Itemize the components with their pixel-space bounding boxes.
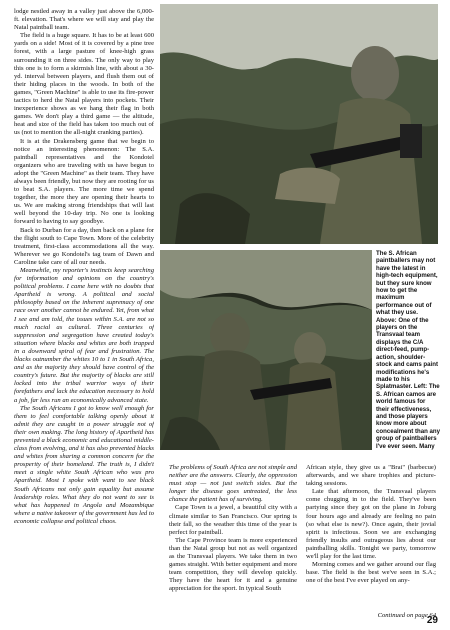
paragraph: The Cape Province team is more experienced than the Natal group but not as well organized as the Transvaal players. We take them in two games straight. With better equipment and more team competition, they will develop quickly. They have the heart for it and a genuine appreciation for the sport. In typical South [169,536,297,593]
article-column-bottom-left [169,464,297,620]
paragraph: The South Africans I got to know well enough for them to feel comfortable talking openly about it admit they are caught in a power struggle not of their own making. The long history of Apartheid has prevented a black economic and educational middle-class from evolving, and it has also prevented blacks and whites from sharing a common concern for the prosperity of their homeland. The truth is, I didn't meet a single white South African who was pro Apartheid. Most I spoke with want to see black South Africans not only gain equality but assume leadership roles. What they do not want to see is what has happened in Angola and Mozambique where a native takeover of the government has led to economic collapse and political chaos. [14,404,154,525]
paragraph: Back to Durban for a day, then back on a plane for the flight south to Cape Town. More of the celebrity treatment, first-class accommodations all the way. Wherever we go Kondotel's tag team of Dawn and Caroline take care of all our needs. [14,226,154,266]
photo-mid-illustration [160,250,372,450]
paragraph: Late that afternoon, the Transvaal players come chugging in to the field. They've been partying since they got on the plane in Joburg four hours ago and already are feeling no pain (so what else is new?). Once again, their jovial spirit is infectious. Soon we are exchanging friendly insults and outrageous lies about our paintballing skills. Tonight we party, tomorrow we'll play for the last time. [306,488,436,561]
photo-top-illustration [160,4,438,244]
paragraph: lodge nestled away in a valley just above the 6,000-ft. elevation. That's where we will stay and play the Natal paintball team. [14,8,154,32]
photo-caption: The S. African paintballers may not have the latest in high-tech equipment, but they sure know how to get the maximum performance out of what they use. Above: One of the players on the Transvaal team displays the C/A direct-feed, pump-action, shoulder-stock and cams paint modifications he's made to his Splatmaster. Left: The S. African camos are world famous for their effectiveness, and those players know more about concealment than any group of paintballers I've ever seen. Many [376,250,440,450]
paragraph: Morning comes and we gather around our flag base. The field is the best we've seen in S.A.; one of the best I've ever played on any- [306,561,436,585]
page-number: 29 [426,615,438,626]
paragraph: The field is a huge square. It has to be at least 600 yards on a side! Most of it is covered by a pine tree forest, with a large pasture of knee-high grass surrounding it on three sides. The only way to play this one is to form a skirmish line, with about a 30-yd. interval between players, and flush them out of their hiding places in the woods. In both of the games, "Green Machine" is able to use its fire-power tactics to herd the Natal players into pockets. Their inexperience shows as we hang their flag in both games. We don't play a third game — the altitude, heat and size of the field has taken too much out of us (not to mention the all-night cranking parties). [14,32,154,137]
paragraph: Meanwhile, my reporter's instincts keep searching for information and opinions on the country's political problems. I came here with no doubts that Apartheid is wrong. A political and social philosophy based on the inherent supremacy of one race over another cannot be endured. Yet, from what I see and am told, the issues within S.A. are not so much racial as cultural. Three centuries of suppression and segregation have created today's situation where blacks and whites are both trapped in a downward spiral of fear and frustration. The blacks outnumber the whites 10 to 1 in South Africa, and as the majority they should have control of the country's future. But the majority of blacks are still locked into the tribal warrior ways of their forefathers and lack the education necessary to hold a job, far less run an economically advanced state. [14,267,154,404]
paragraph: African style, they give us a "Brai" (barbecue) afterwards, and we share trophies and picture-taking sessions. [306,464,436,488]
paragraph: It is at the Drakensberg game that we begin to notice an interesting phenomenon: The S.A. paintball representatives and the Kondotel organizers who are traveling with us have begun to adopt the "Green Machine" as their team. They have always been friendly, but now they are rooting for us to beat S.A. players. The more time we spend together, the more they are opening their hearts to us. We are making strong friendships that will last well beyond the 10-day trip. No one is looking forward to having to say goodbye. [14,137,154,226]
paragraph: The problems of South Africa are not simple and neither are the answers. Clearly, the oppression must stop — not just switch sides. But the longer the disease goes untreated, the less chance the patient has of surviving. [169,464,297,504]
paragraph: Cape Town is a jewel, a beautiful city with a climate similar to San Francisco. Our spring is their fall, so the weather this time of the year is perfect for paintball. [169,504,297,536]
article-column-bottom-right [306,464,436,620]
photo-camouflaged-players [160,250,372,450]
photo-player-with-marker [160,4,438,244]
article-column-left [14,8,154,548]
continued-notice: Continued on page 64 [377,612,436,619]
